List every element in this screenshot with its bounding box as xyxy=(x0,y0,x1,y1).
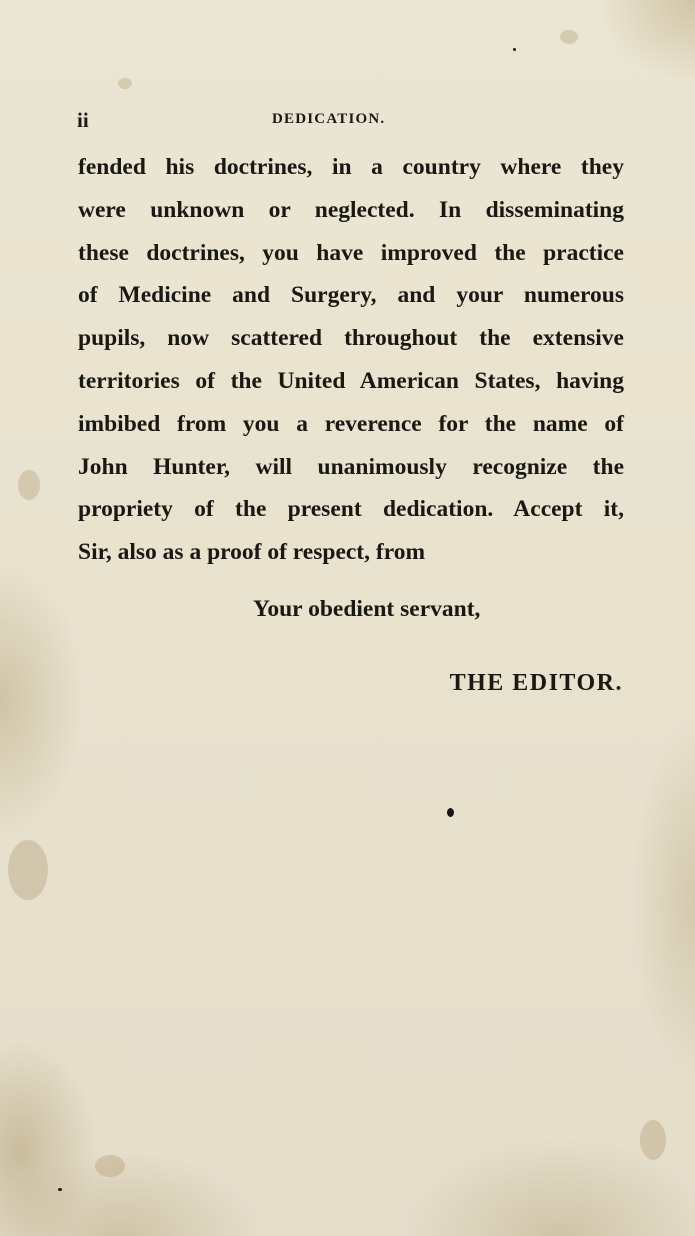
foxing-spot xyxy=(95,1155,125,1177)
text-line: propriety of the present dedication. Accept it, xyxy=(78,496,624,523)
text-line: pupils, now scattered throughout the extensive xyxy=(78,325,624,352)
text-line: of Medicine and Surgery, and your numerous xyxy=(78,282,624,309)
ink-speck xyxy=(513,48,516,51)
running-head: DEDICATION. xyxy=(272,111,386,127)
text-line: John Hunter, will unanimously recognize the xyxy=(78,453,624,480)
foxing-spot xyxy=(8,840,48,900)
ink-speck xyxy=(58,1188,62,1191)
ink-speck xyxy=(447,808,454,817)
text-line: these doctrines, you have improved the practice xyxy=(78,239,624,266)
page-header xyxy=(0,108,695,134)
foxing-spot xyxy=(640,1120,666,1160)
signature: THE EDITOR. xyxy=(449,670,623,696)
foxing-spot xyxy=(18,470,40,500)
text-line: Sir, also as a proof of respect, from xyxy=(78,539,426,566)
text-line: territories of the United American States, having xyxy=(78,367,624,394)
foxing-spot xyxy=(560,30,578,44)
closing-salutation: Your obedient servant, xyxy=(253,596,481,622)
text-line: fended his doctrines, in a country where they xyxy=(78,154,624,180)
foxing-spot xyxy=(118,78,132,89)
text-line: imbibed from you a reverence for the name of xyxy=(78,410,624,437)
dedication-text xyxy=(78,146,624,574)
page-number: ii xyxy=(77,108,89,132)
text-line: were unknown or neglected. In disseminating xyxy=(78,196,624,223)
